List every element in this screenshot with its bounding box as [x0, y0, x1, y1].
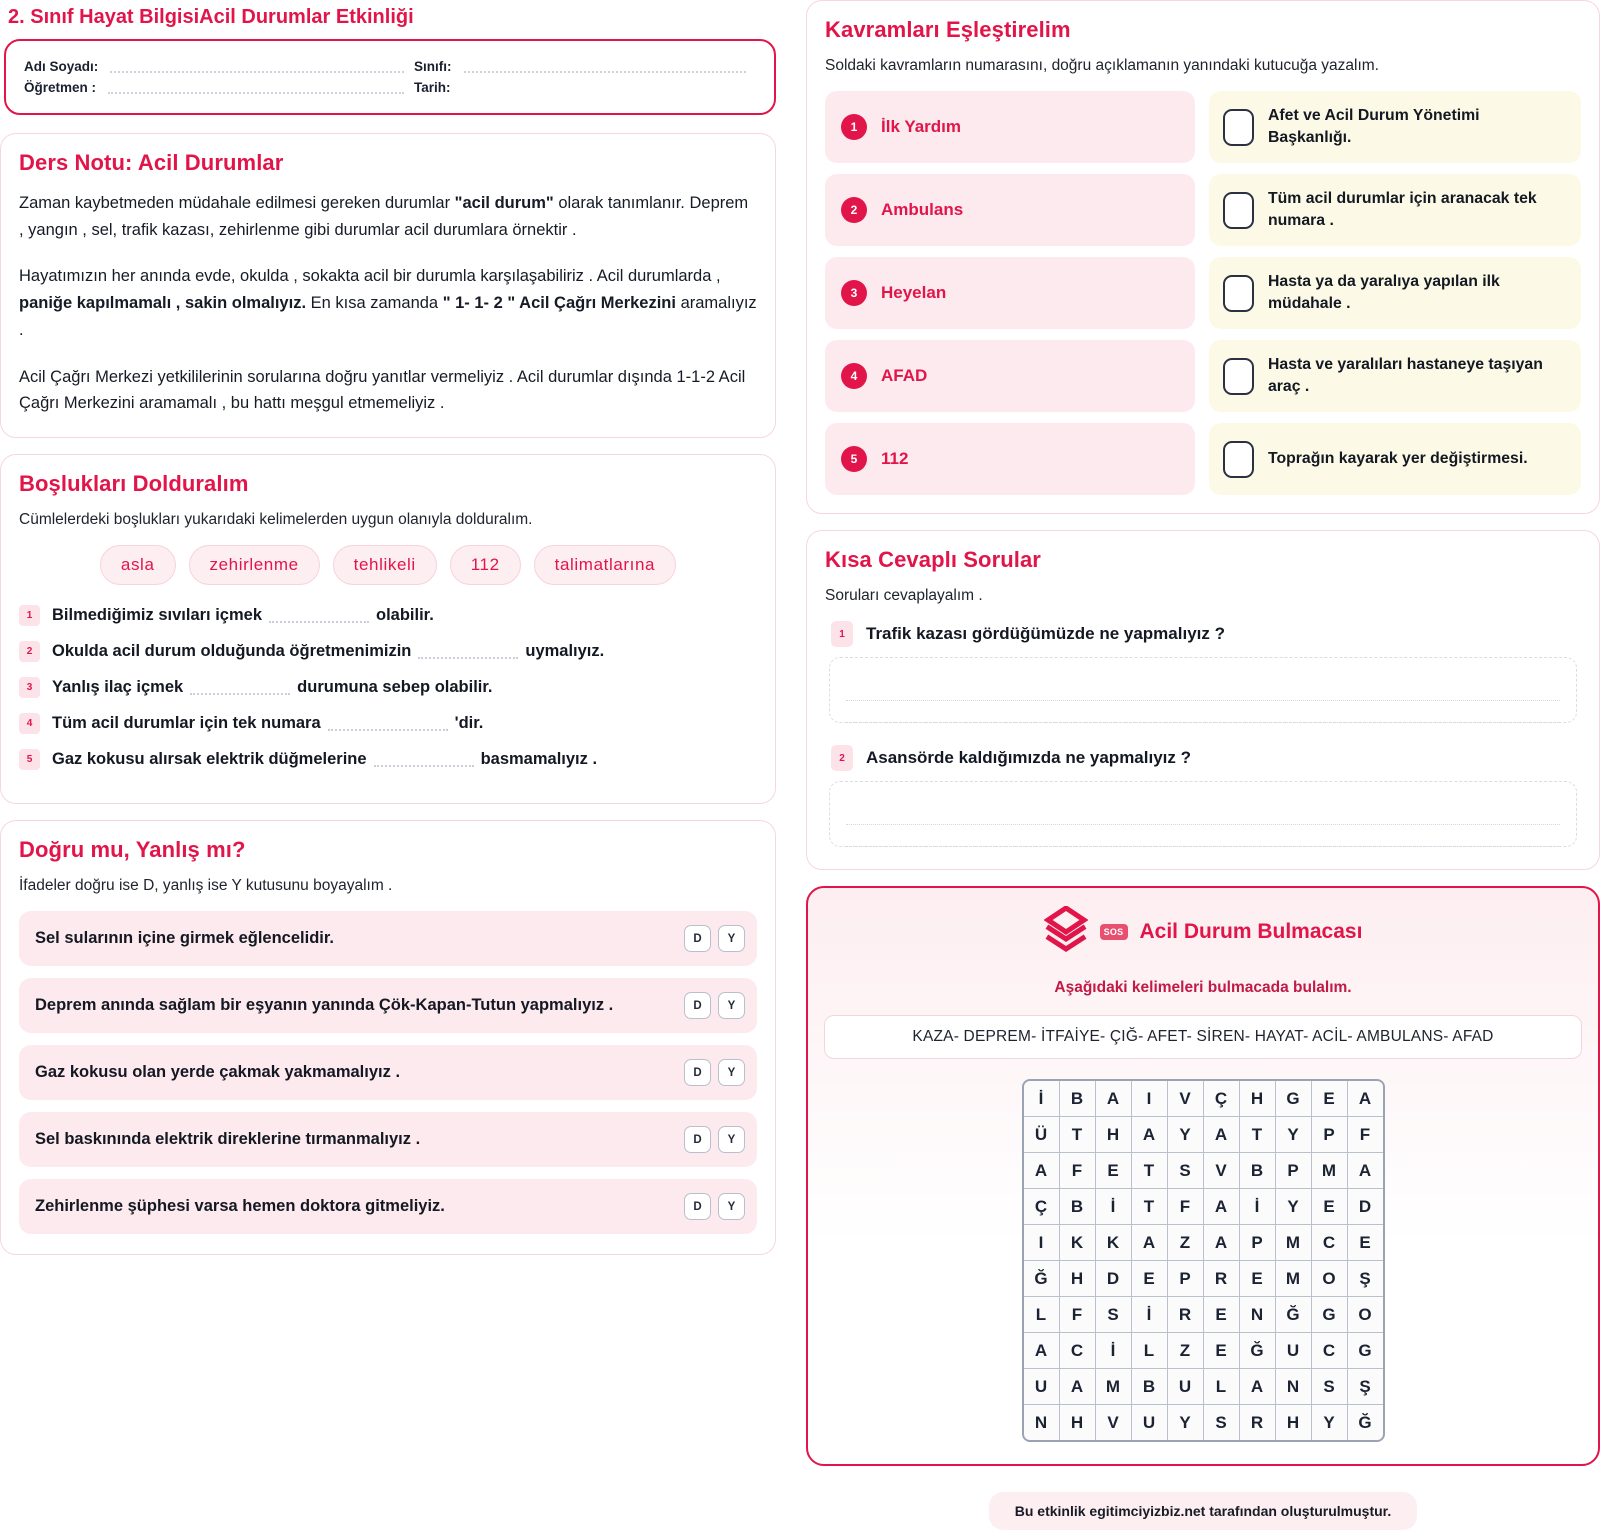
- word-search-cell[interactable]: N: [1276, 1369, 1311, 1404]
- word-search-cell[interactable]: E: [1132, 1261, 1167, 1296]
- note-p2-b: paniğe kapılmamalı , sakin olmalıyız.: [19, 294, 307, 313]
- name-label: Adı Soyadı:: [24, 59, 99, 74]
- word-search-cell[interactable]: Ş: [1348, 1369, 1383, 1404]
- true-false-card: [0, 820, 776, 1255]
- note-p2-d: " 1- 1- 2 " Acil Çağrı Merkezini: [442, 294, 676, 313]
- fill-text-after: 'dir.: [454, 714, 484, 733]
- puzzle-instruction: Aşağıdaki kelimeleri bulmacada bulalım.: [1054, 979, 1352, 996]
- false-option-box[interactable]: Y: [718, 1126, 745, 1153]
- word-search-cell[interactable]: A: [1060, 1369, 1095, 1404]
- word-search-cell[interactable]: S: [1096, 1297, 1131, 1332]
- question-header: [831, 621, 1581, 647]
- word-search-cell[interactable]: Z: [1168, 1225, 1203, 1260]
- word-search-cell[interactable]: F: [1168, 1189, 1203, 1224]
- word-chip[interactable]: zehirlenme: [189, 545, 320, 585]
- word-search-cell[interactable]: A: [1240, 1369, 1275, 1404]
- concept-label: Heyelan: [881, 283, 947, 302]
- word-search-cell[interactable]: İ: [1024, 1081, 1059, 1116]
- definition-label: Afet ve Acil Durum Yönetimi Başkanlığı.: [1268, 107, 1480, 146]
- word-search-cell[interactable]: V: [1096, 1405, 1131, 1440]
- lesson-note-paragraph-1: [19, 190, 757, 243]
- word-search-cell[interactable]: U: [1132, 1405, 1167, 1440]
- word-search-cell[interactable]: P: [1276, 1153, 1311, 1188]
- fill-blank-input[interactable]: [328, 717, 448, 731]
- word-search-cell[interactable]: Y: [1168, 1405, 1203, 1440]
- item-number: 1: [19, 605, 40, 626]
- word-search-cell[interactable]: H: [1060, 1261, 1095, 1296]
- word-search-cell[interactable]: Y: [1168, 1117, 1203, 1152]
- matching-concepts: [825, 91, 1195, 495]
- word-search-cell[interactable]: O: [1312, 1261, 1347, 1296]
- word-search-cell[interactable]: S: [1168, 1153, 1203, 1188]
- concept-item[interactable]: [825, 423, 1195, 495]
- short-answers-card: [806, 530, 1600, 870]
- question-header: [831, 745, 1581, 771]
- concept-number-badge: 3: [841, 280, 867, 306]
- word-search-cell[interactable]: K: [1096, 1225, 1131, 1260]
- word-search-cell[interactable]: L: [1204, 1369, 1239, 1404]
- true-option-box[interactable]: D: [684, 925, 711, 952]
- word-search-cell[interactable]: A: [1132, 1225, 1167, 1260]
- concept-label: Ambulans: [881, 200, 964, 219]
- false-option-box[interactable]: Y: [718, 1193, 745, 1220]
- word-search-cell[interactable]: B: [1060, 1189, 1095, 1224]
- word-search-cell[interactable]: P: [1240, 1225, 1275, 1260]
- word-search-cell[interactable]: R: [1204, 1261, 1239, 1296]
- lesson-note-card: [0, 133, 776, 438]
- word-search-cell[interactable]: I: [1132, 1081, 1167, 1116]
- true-false-row: [19, 978, 757, 1033]
- layers-icon: [1044, 906, 1088, 957]
- definition-item[interactable]: [1209, 340, 1581, 412]
- word-search-cell[interactable]: R: [1240, 1405, 1275, 1440]
- word-search-cell[interactable]: H: [1060, 1405, 1095, 1440]
- word-search-cell[interactable]: V: [1168, 1081, 1203, 1116]
- word-search-cell[interactable]: R: [1168, 1297, 1203, 1332]
- answer-area[interactable]: [829, 657, 1577, 723]
- teacher-input-line[interactable]: [108, 81, 404, 94]
- word-search-cell[interactable]: A: [1096, 1081, 1131, 1116]
- note-p2-e: aramalıyız .: [19, 294, 757, 339]
- fill-text-before: Gaz kokusu alırsak elektrik düğmelerine: [52, 750, 367, 769]
- false-option-box[interactable]: Y: [718, 1059, 745, 1086]
- word-search-cell[interactable]: F: [1348, 1117, 1383, 1152]
- concept-label: AFAD: [881, 366, 928, 385]
- matching-card: [806, 0, 1600, 514]
- definition-label: Hasta ve yaralıları hastaneye taşıyan araç .: [1268, 356, 1543, 395]
- fill-text-before: Yanlış ilaç içmek: [52, 678, 184, 697]
- true-false-row: [19, 1112, 757, 1167]
- student-info-row-2: [24, 80, 756, 95]
- word-search-cell[interactable]: A: [1348, 1153, 1383, 1188]
- word-search-cell[interactable]: D: [1096, 1261, 1131, 1296]
- fill-text-before: Bilmediğimiz sıvıları içmek: [52, 606, 263, 625]
- right-column: [806, 0, 1608, 1519]
- sos-badge: SOS: [1100, 924, 1128, 940]
- lesson-note-paragraph-3: Acil Çağrı Merkezi yetkililerinin sorularına doğru yanıtlar vermeliyiz . Acil durumlar dışında 1-1-2 Acil Çağrı Merkezini aramamalı , bu hattı meşgul etmemeliyiz .: [19, 367, 746, 413]
- question-text: Trafik kazası gördüğümüzde ne yapmalıyız ?: [866, 624, 1225, 643]
- concept-number-badge: 1: [841, 114, 867, 140]
- name-input-line[interactable]: [110, 60, 404, 73]
- word-search-cell[interactable]: E: [1204, 1333, 1239, 1368]
- fill-blank-row: [19, 677, 757, 698]
- statement-text: Gaz kokusu olan yerde çakmak yakmamalıyız .: [35, 1063, 401, 1082]
- word-search-cell[interactable]: Ç: [1204, 1081, 1239, 1116]
- lesson-note-paragraph-2: [19, 263, 757, 343]
- word-search-card: [806, 886, 1600, 1466]
- item-number: 2: [19, 641, 40, 662]
- statement-text: Sel baskınında elektrik direklerine tırmanmalıyız .: [35, 1130, 421, 1149]
- word-search-cell[interactable]: B: [1240, 1153, 1275, 1188]
- word-search-cell[interactable]: A: [1024, 1153, 1059, 1188]
- matching-columns: [825, 91, 1581, 495]
- word-search-cell[interactable]: O: [1348, 1297, 1383, 1332]
- statement-text: Zehirlenme şüphesi varsa hemen doktora gitmeliyiz.: [35, 1197, 445, 1216]
- page-title: 2. Sınıf Hayat BilgisiAcil Durumlar Etkinliği: [8, 6, 414, 28]
- matching-instruction: Soldaki kavramların numarasını, doğru açıklamanın yanındaki kutucuğa yazalım.: [825, 57, 1379, 74]
- answer-area[interactable]: [829, 781, 1577, 847]
- fill-blank-input[interactable]: [374, 753, 474, 767]
- class-label: Sınıfı:: [414, 59, 452, 74]
- word-search-cell[interactable]: Ğ: [1348, 1405, 1383, 1440]
- puzzle-header: [824, 906, 1582, 957]
- concept-label: 112: [881, 449, 909, 468]
- note-p1-c: olarak tanımlanır. Deprem , yangın , sel, trafik kazası, zehirlenme gibi durumlar acil durumlara örnektir .: [19, 194, 749, 239]
- word-search-cell[interactable]: G: [1312, 1297, 1347, 1332]
- word-search-cell[interactable]: Ü: [1024, 1117, 1059, 1152]
- puzzle-word-list: KAZA- DEPREM- İTFAİYE- ÇIĞ- AFET- SİREN- HAYAT- ACİL- AMBULANS- AFAD: [824, 1015, 1582, 1059]
- student-info-row-1: [24, 59, 756, 74]
- fill-text-after: durumuna sebep olabilir.: [297, 678, 493, 697]
- word-search-cell[interactable]: E: [1312, 1189, 1347, 1224]
- word-search-cell[interactable]: L: [1024, 1297, 1059, 1332]
- fill-blank-input[interactable]: [190, 681, 290, 695]
- word-search-cell[interactable]: M: [1276, 1261, 1311, 1296]
- word-search-cell[interactable]: U: [1276, 1333, 1311, 1368]
- word-search-cell[interactable]: T: [1132, 1153, 1167, 1188]
- word-search-cell[interactable]: Ç: [1024, 1189, 1059, 1224]
- word-search-cell[interactable]: H: [1240, 1081, 1275, 1116]
- concept-number-badge: 5: [841, 446, 867, 472]
- word-chip-list: [19, 545, 757, 585]
- question-number: 1: [831, 621, 853, 647]
- word-search-cell[interactable]: İ: [1240, 1189, 1275, 1224]
- word-search-cell[interactable]: I: [1024, 1225, 1059, 1260]
- short-answers-instruction: Soruları cevaplayalım .: [825, 587, 983, 604]
- answer-line: [846, 701, 1560, 723]
- matching-definitions: [1209, 91, 1581, 495]
- true-false-row: [19, 1179, 757, 1234]
- left-column: [0, 0, 790, 1507]
- teacher-label: Öğretmen :: [24, 80, 97, 95]
- fill-text-before: Okulda acil durum olduğunda öğretmenimizin: [52, 642, 412, 661]
- word-search-cell[interactable]: İ: [1096, 1189, 1131, 1224]
- definition-item[interactable]: [1209, 91, 1581, 163]
- word-search-cell[interactable]: Ğ: [1276, 1297, 1311, 1332]
- word-search-cell[interactable]: C: [1312, 1333, 1347, 1368]
- word-search-cell[interactable]: U: [1024, 1369, 1059, 1404]
- word-search-cell[interactable]: B: [1060, 1081, 1095, 1116]
- word-search-cell[interactable]: S: [1204, 1405, 1239, 1440]
- matching-heading: Kavramları Eşleştirelim: [825, 17, 1071, 42]
- true-false-instruction: İfadeler doğru ise D, yanlış ise Y kutusunu boyayalım .: [19, 877, 393, 895]
- question-number: 2: [831, 745, 853, 771]
- definition-item[interactable]: [1209, 174, 1581, 246]
- true-false-row: [19, 1045, 757, 1100]
- word-search-cell[interactable]: Y: [1276, 1117, 1311, 1152]
- match-answer-checkbox[interactable]: [1223, 275, 1254, 312]
- word-chip[interactable]: asla: [100, 545, 176, 585]
- word-search-cell[interactable]: H: [1096, 1117, 1131, 1152]
- definition-label: Toprağın kayarak yer değiştirmesi.: [1268, 450, 1528, 468]
- word-search-grid[interactable]: [1022, 1079, 1385, 1442]
- word-search-cell[interactable]: G: [1348, 1333, 1383, 1368]
- definition-item[interactable]: [1209, 257, 1581, 329]
- footer: [806, 1480, 1600, 1536]
- fill-blanks-card: [0, 454, 776, 804]
- word-search-cell[interactable]: Y: [1312, 1405, 1347, 1440]
- word-search-cell[interactable]: N: [1024, 1405, 1059, 1440]
- short-answers-heading: Kısa Cevaplı Sorular: [825, 547, 1041, 572]
- word-search-cell[interactable]: E: [1096, 1153, 1131, 1188]
- word-search-cell[interactable]: F: [1060, 1297, 1095, 1332]
- fill-blank-row: [19, 713, 757, 734]
- match-answer-checkbox[interactable]: [1223, 358, 1254, 395]
- true-option-box[interactable]: D: [684, 1193, 711, 1220]
- definition-label: Hasta ya da yaralıya yapılan ilk müdahale .: [1268, 273, 1500, 312]
- word-search-cell[interactable]: M: [1312, 1153, 1347, 1188]
- word-search-cell[interactable]: B: [1132, 1369, 1167, 1404]
- word-search-cell[interactable]: A: [1204, 1117, 1239, 1152]
- answer-line: [846, 803, 1560, 825]
- match-answer-checkbox[interactable]: [1223, 109, 1254, 146]
- concept-item[interactable]: [825, 91, 1195, 163]
- match-answer-checkbox[interactable]: [1223, 192, 1254, 229]
- word-search-cell[interactable]: Y: [1276, 1189, 1311, 1224]
- word-search-cell[interactable]: A: [1348, 1081, 1383, 1116]
- word-search-cell[interactable]: Ğ: [1240, 1333, 1275, 1368]
- word-search-cell[interactable]: M: [1276, 1225, 1311, 1260]
- definition-label: Tüm acil durumlar için aranacak tek numara .: [1268, 190, 1537, 229]
- concept-number-badge: 4: [841, 363, 867, 389]
- definition-item[interactable]: [1209, 423, 1581, 495]
- word-chip[interactable]: tehlikeli: [333, 545, 437, 585]
- false-option-box[interactable]: Y: [718, 925, 745, 952]
- answer-line: [846, 679, 1560, 701]
- item-number: 3: [19, 677, 40, 698]
- word-search-cell[interactable]: L: [1132, 1333, 1167, 1368]
- fill-blank-input[interactable]: [269, 609, 369, 623]
- statement-text: Sel sularının içine girmek eğlencelidir.: [35, 929, 334, 948]
- true-option-box[interactable]: D: [684, 1126, 711, 1153]
- word-chip[interactable]: 112: [450, 545, 521, 585]
- note-p1-a: Zaman kaybetmeden müdahale edilmesi gereken durumlar: [19, 194, 455, 212]
- word-search-cell[interactable]: E: [1240, 1261, 1275, 1296]
- fill-blank-row: [19, 749, 757, 770]
- word-search-cell[interactable]: P: [1312, 1117, 1347, 1152]
- false-option-box[interactable]: Y: [718, 992, 745, 1019]
- word-search-cell[interactable]: K: [1060, 1225, 1095, 1260]
- concept-item[interactable]: [825, 174, 1195, 246]
- word-search-cell[interactable]: S: [1312, 1369, 1347, 1404]
- word-search-cell[interactable]: C: [1060, 1333, 1095, 1368]
- word-search-cell[interactable]: Ş: [1348, 1261, 1383, 1296]
- concept-number-badge: 2: [841, 197, 867, 223]
- footer-credit: Bu etkinlik egitimciyizbiz.net tarafından oluşturulmuştur.: [989, 1492, 1418, 1530]
- fill-text-before: Tüm acil durumlar için tek numara: [52, 714, 321, 733]
- note-p1-b: "acil durum": [454, 194, 554, 212]
- fill-blank-row: [19, 605, 757, 626]
- word-search-cell[interactable]: H: [1276, 1405, 1311, 1440]
- word-search-cell[interactable]: A: [1132, 1117, 1167, 1152]
- item-number: 5: [19, 749, 40, 770]
- word-search-cell[interactable]: E: [1312, 1081, 1347, 1116]
- word-chip[interactable]: talimatlarına: [534, 545, 676, 585]
- fill-text-after: olabilir.: [376, 606, 434, 625]
- word-search-cell[interactable]: M: [1096, 1369, 1131, 1404]
- word-search-cell[interactable]: V: [1204, 1153, 1239, 1188]
- word-search-cell[interactable]: F: [1060, 1153, 1095, 1188]
- note-p2-a: Hayatımızın her anında evde, okulda , sokakta acil bir durumla karşılaşabiliriz . Acil durumlarda ,: [19, 267, 721, 286]
- concept-item[interactable]: [825, 257, 1195, 329]
- fill-blanks-heading: Boşlukları Dolduralım: [19, 471, 249, 497]
- word-search-cell[interactable]: C: [1312, 1225, 1347, 1260]
- word-search-cell[interactable]: D: [1348, 1189, 1383, 1224]
- fill-blank-input[interactable]: [418, 645, 518, 659]
- question-text: Asansörde kaldığımızda ne yapmalıyız ?: [866, 748, 1191, 767]
- true-false-row: [19, 911, 757, 966]
- word-search-cell[interactable]: T: [1060, 1117, 1095, 1152]
- word-search-cell[interactable]: Z: [1168, 1333, 1203, 1368]
- note-p2-c: En kısa zamanda: [306, 294, 443, 313]
- word-search-cell[interactable]: G: [1276, 1081, 1311, 1116]
- true-option-box[interactable]: D: [684, 1059, 711, 1086]
- fill-blank-row: [19, 641, 757, 662]
- concept-label: İlk Yardım: [881, 117, 962, 136]
- student-info-box: [4, 39, 776, 115]
- word-search-cell[interactable]: A: [1204, 1225, 1239, 1260]
- fill-blanks-instruction: Cümlelerdeki boşlukları yukarıdaki kelimelerden uygun olanıyla dolduralım.: [19, 511, 533, 529]
- word-search-cell[interactable]: U: [1168, 1369, 1203, 1404]
- word-search-cell[interactable]: A: [1024, 1333, 1059, 1368]
- true-option-box[interactable]: D: [684, 992, 711, 1019]
- item-number: 4: [19, 713, 40, 734]
- word-search-grid-wrapper: [824, 1079, 1582, 1442]
- lesson-note-heading: Ders Notu: Acil Durumlar: [19, 150, 284, 175]
- word-search-cell[interactable]: E: [1348, 1225, 1383, 1260]
- concept-item[interactable]: [825, 340, 1195, 412]
- date-label: Tarih:: [414, 80, 451, 95]
- word-search-cell[interactable]: E: [1204, 1297, 1239, 1332]
- word-search-cell[interactable]: N: [1240, 1297, 1275, 1332]
- fill-text-after: uymalıyız.: [525, 642, 605, 661]
- true-false-heading: Doğru mu, Yanlış mı?: [19, 837, 246, 863]
- word-search-cell[interactable]: T: [1132, 1189, 1167, 1224]
- word-search-cell[interactable]: A: [1204, 1189, 1239, 1224]
- match-answer-checkbox[interactable]: [1223, 441, 1254, 478]
- word-search-cell[interactable]: P: [1168, 1261, 1203, 1296]
- word-search-cell[interactable]: T: [1240, 1117, 1275, 1152]
- word-search-cell[interactable]: İ: [1132, 1297, 1167, 1332]
- answer-line: [846, 825, 1560, 847]
- statement-text: Deprem anında sağlam bir eşyanın yanında Çök-Kapan-Tutun yapmalıyız .: [35, 996, 614, 1015]
- fill-text-after: basmamalıyız .: [480, 750, 598, 769]
- word-search-cell[interactable]: İ: [1096, 1333, 1131, 1368]
- class-input-line[interactable]: [464, 60, 747, 73]
- puzzle-title: Acil Durum Bulmacası: [1139, 919, 1363, 943]
- word-search-cell[interactable]: Ğ: [1024, 1261, 1059, 1296]
